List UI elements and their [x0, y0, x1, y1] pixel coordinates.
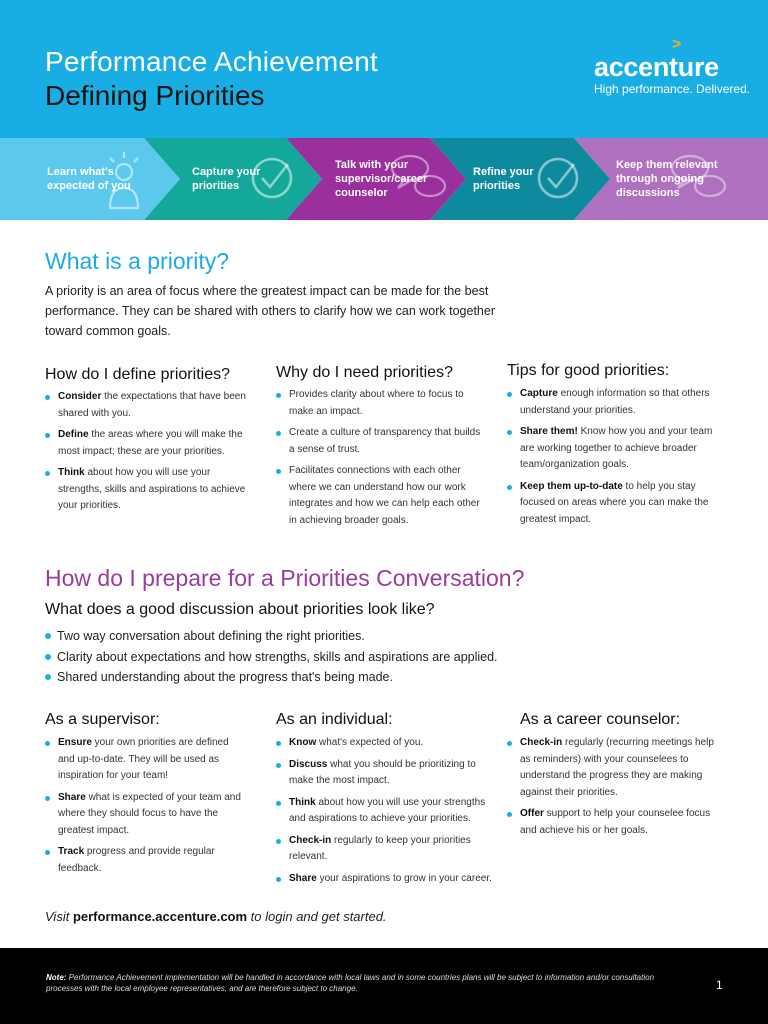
- list-item: Share your aspirations to grow in your career.: [276, 871, 496, 888]
- visit-line: Visit performance.accenture.com to login and get started.: [45, 909, 387, 924]
- list-item: Check-in regularly to keep your priorities relevant.: [276, 833, 496, 866]
- step-5-label: Keep them relevant through ongoing discussions: [616, 159, 718, 199]
- need-priorities-heading: Why do I need priorities?: [276, 364, 453, 381]
- list-item: Facilitates connections with each other where we can understand how our work integrates and how we can help each other in achieving broader goals.: [276, 463, 481, 529]
- need-priorities-list: [276, 387, 481, 534]
- list-item: Capture enough information so that others understand your priorities.: [507, 386, 717, 419]
- supervisor-heading: As a supervisor:: [45, 711, 160, 728]
- individual-heading: As an individual:: [276, 711, 393, 728]
- list-item: Two way conversation about defining the right priorities.: [45, 626, 725, 647]
- header-banner: [0, 0, 768, 138]
- list-item: Know what's expected of you.: [276, 735, 496, 752]
- accenture-logo: accenture: [594, 52, 719, 82]
- good-discussion-subheading: What does a good discussion about priorities look like?: [45, 601, 435, 618]
- footer-note: Note: Performance Achievement implementation will be handled in accordance with local laws and in some countries plans will be subject to information and/or consultation processes with the local employee representatives, and are therefore subject to change.: [46, 973, 655, 993]
- step-1-label: Learn what's expected of you: [47, 166, 131, 192]
- tips-heading: Tips for good priorities:: [507, 362, 670, 379]
- performance-link[interactable]: performance.accenture.com: [72, 909, 248, 924]
- list-item: Share what is expected of your team and where they should focus to have the greatest impact.: [45, 790, 245, 840]
- what-is-priority-heading: What is a priority?: [45, 248, 230, 274]
- step-3-label: Talk with your supervisor/career counselor: [335, 159, 428, 199]
- career-counselor-list: [507, 735, 717, 844]
- list-item: Offer support to help your counselee focus and achieve his or her goals.: [507, 806, 717, 839]
- list-item: Consider the expectations that have been shared with you.: [45, 389, 255, 422]
- title-line-1: Performance Achievement: [45, 46, 378, 77]
- list-item: Keep them up-to-date to help you stay focused on areas where you can make the greatest impact.: [507, 479, 717, 529]
- list-item: Track progress and provide regular feedback.: [45, 844, 245, 877]
- tips-list: [507, 386, 717, 533]
- list-item: Define the areas where you will make the most impact; these are your priorities.: [45, 427, 255, 460]
- define-priorities-list: [45, 389, 255, 520]
- page-number: 1: [716, 978, 723, 992]
- individual-list: [276, 735, 496, 892]
- step-4-label: Refine your priorities: [473, 166, 534, 192]
- list-item: Check-in regularly (recurring meetings help as reminders) with your counselees to understand the progress they are making against their priorities.: [507, 735, 717, 801]
- good-discussion-list: [45, 626, 725, 688]
- title-line-2: Defining Priorities: [45, 80, 265, 111]
- list-item: Shared understanding about the progress that's being made.: [45, 667, 725, 688]
- define-priorities-heading: How do I define priorities?: [45, 366, 230, 383]
- list-item: Provides clarity about where to focus to make an impact.: [276, 387, 481, 420]
- list-item: Create a culture of transparency that builds a sense of trust.: [276, 425, 481, 458]
- list-item: Think about how you will use your strengths, skills and aspirations to achieve your priorities.: [45, 465, 255, 515]
- list-item: Think about how you will use your strengths and aspirations to achieve your priorities.: [276, 795, 496, 828]
- list-item: Share them! Know how you and your team are working together to achieve broader team/organization goals.: [507, 424, 717, 474]
- career-counselor-heading: As a career counselor:: [520, 711, 681, 728]
- logo-tagline: High performance. Delivered.: [594, 82, 751, 96]
- supervisor-list: [45, 735, 245, 882]
- priority-definition-paragraph: A priority is an area of focus where the greatest impact can be made for the best performance. They can be shared with others to clarify how we can work together toward common goals.: [45, 284, 495, 338]
- prepare-conversation-heading: How do I prepare for a Priorities Conversation?: [45, 565, 525, 591]
- list-item: Ensure your own priorities are defined and up-to-date. They will be used as inspiration for your team!: [45, 735, 245, 785]
- footer-bar: [0, 948, 768, 1024]
- list-item: Clarity about expectations and how strengths, skills and aspirations are applied.: [45, 647, 725, 668]
- process-steps-band: [0, 138, 768, 220]
- logo-chevron-icon: >: [672, 36, 682, 53]
- step-2-label: Capture your priorities: [192, 166, 261, 192]
- list-item: Discuss what you should be prioritizing to make the most impact.: [276, 757, 496, 790]
